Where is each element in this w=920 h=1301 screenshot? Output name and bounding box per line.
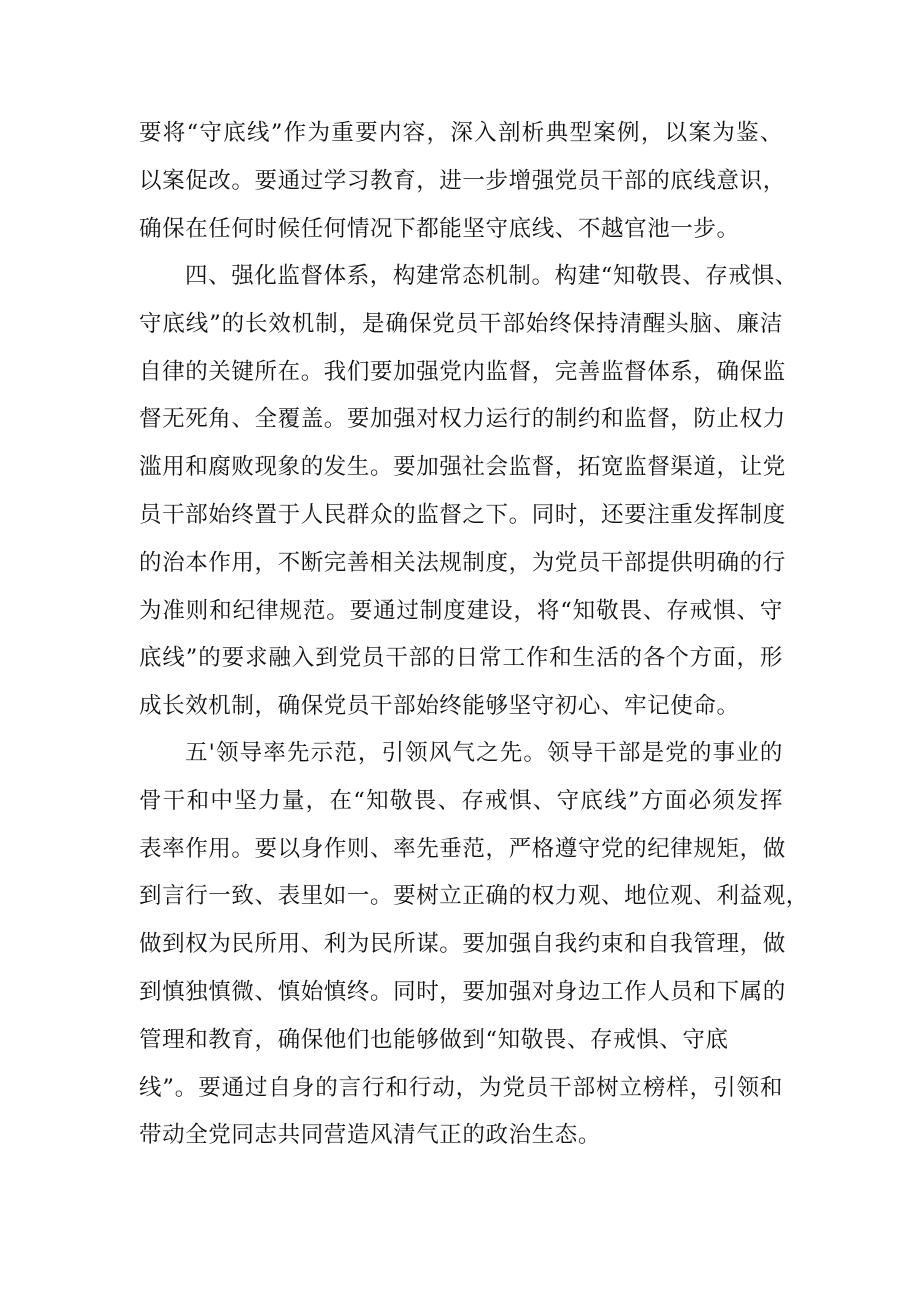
paragraph-1: [139, 110, 786, 253]
paragraph-line: 确保在任何时候任何情况下都能坚守底线、不越官池一步。: [139, 215, 740, 242]
paragraph-2: [139, 253, 798, 731]
paragraph-line: 管理和教育，确保他们也能够做到“知敬畏、存戒惧、守底: [139, 1026, 729, 1053]
paragraph-line: 督无死角、全覆盖。要加强对权力运行的制约和监督，防止权力: [139, 406, 786, 433]
paragraph-line: 的治本作用，不断完善相关法规制度，为党员干部提供明确的行: [139, 549, 786, 576]
paragraph-3: [139, 730, 809, 1160]
paragraph-line: 守底线”的长效机制，是确保党员干部始终保持清醒头脑、廉洁: [139, 310, 783, 337]
paragraph-line: 五'领导率先示范，引领风气之先。领导干部是党的事业的: [185, 740, 783, 766]
paragraph-line: 底线”的要求融入到党员干部的日常工作和生活的各个方面，形: [139, 645, 783, 672]
paragraph-line: 到慎独慎微、慎始慎终。同时，要加强对身边工作人员和下属的: [139, 978, 786, 1005]
paragraph-line: 滥用和腐败现象的发生。要加强社会监督，拓宽监督渠道，让党: [139, 454, 786, 481]
paragraph-line: 线”。要通过自身的言行和行动，为党员干部树立榜样，引领和: [139, 1074, 783, 1101]
paragraph-line: 为准则和纪律规范。要通过制度建设，将“知敬畏、存戒惧、守: [139, 597, 783, 624]
paragraph-line: 骨干和中坚力量，在“知敬畏、存戒惧、守底线”方面必须发挥: [139, 787, 783, 814]
paragraph-line: 成长效机制，确保党员干部始终能够坚守初心、牢记使命。: [139, 693, 740, 720]
paragraph-line: 做到权为民所用、利为民所谋。要加强自我约束和自我管理，做: [139, 931, 786, 958]
paragraph-line: 表率作用。要以身作则、率先垂范，严格遵守党的纪律规矩，做: [139, 835, 786, 862]
paragraph-line: 带动全党同志共同营造风清气正的政治生态。: [139, 1122, 602, 1149]
paragraph-line: 四、强化监督体系，构建常态机制。构建“知敬畏、存戒惧、: [185, 263, 798, 289]
paragraph-line: 要将“守底线”作为重要内容，深入剖析典型案例，以案为鉴、: [139, 120, 783, 146]
paragraph-line: 自律的关键所在。我们要加强党内监督，完善监督体系，确保监: [139, 358, 786, 385]
paragraph-line: 到言行一致、表里如一。要树立正确的权力观、地位观、利益观，: [139, 883, 809, 910]
paragraph-line: 以案促改。要通过学习教育，进一步增强党员干部的底线意识，: [139, 167, 786, 194]
paragraph-line: 员干部始终置于人民群众的监督之下。同时，还要注重发挥制度: [139, 501, 786, 528]
